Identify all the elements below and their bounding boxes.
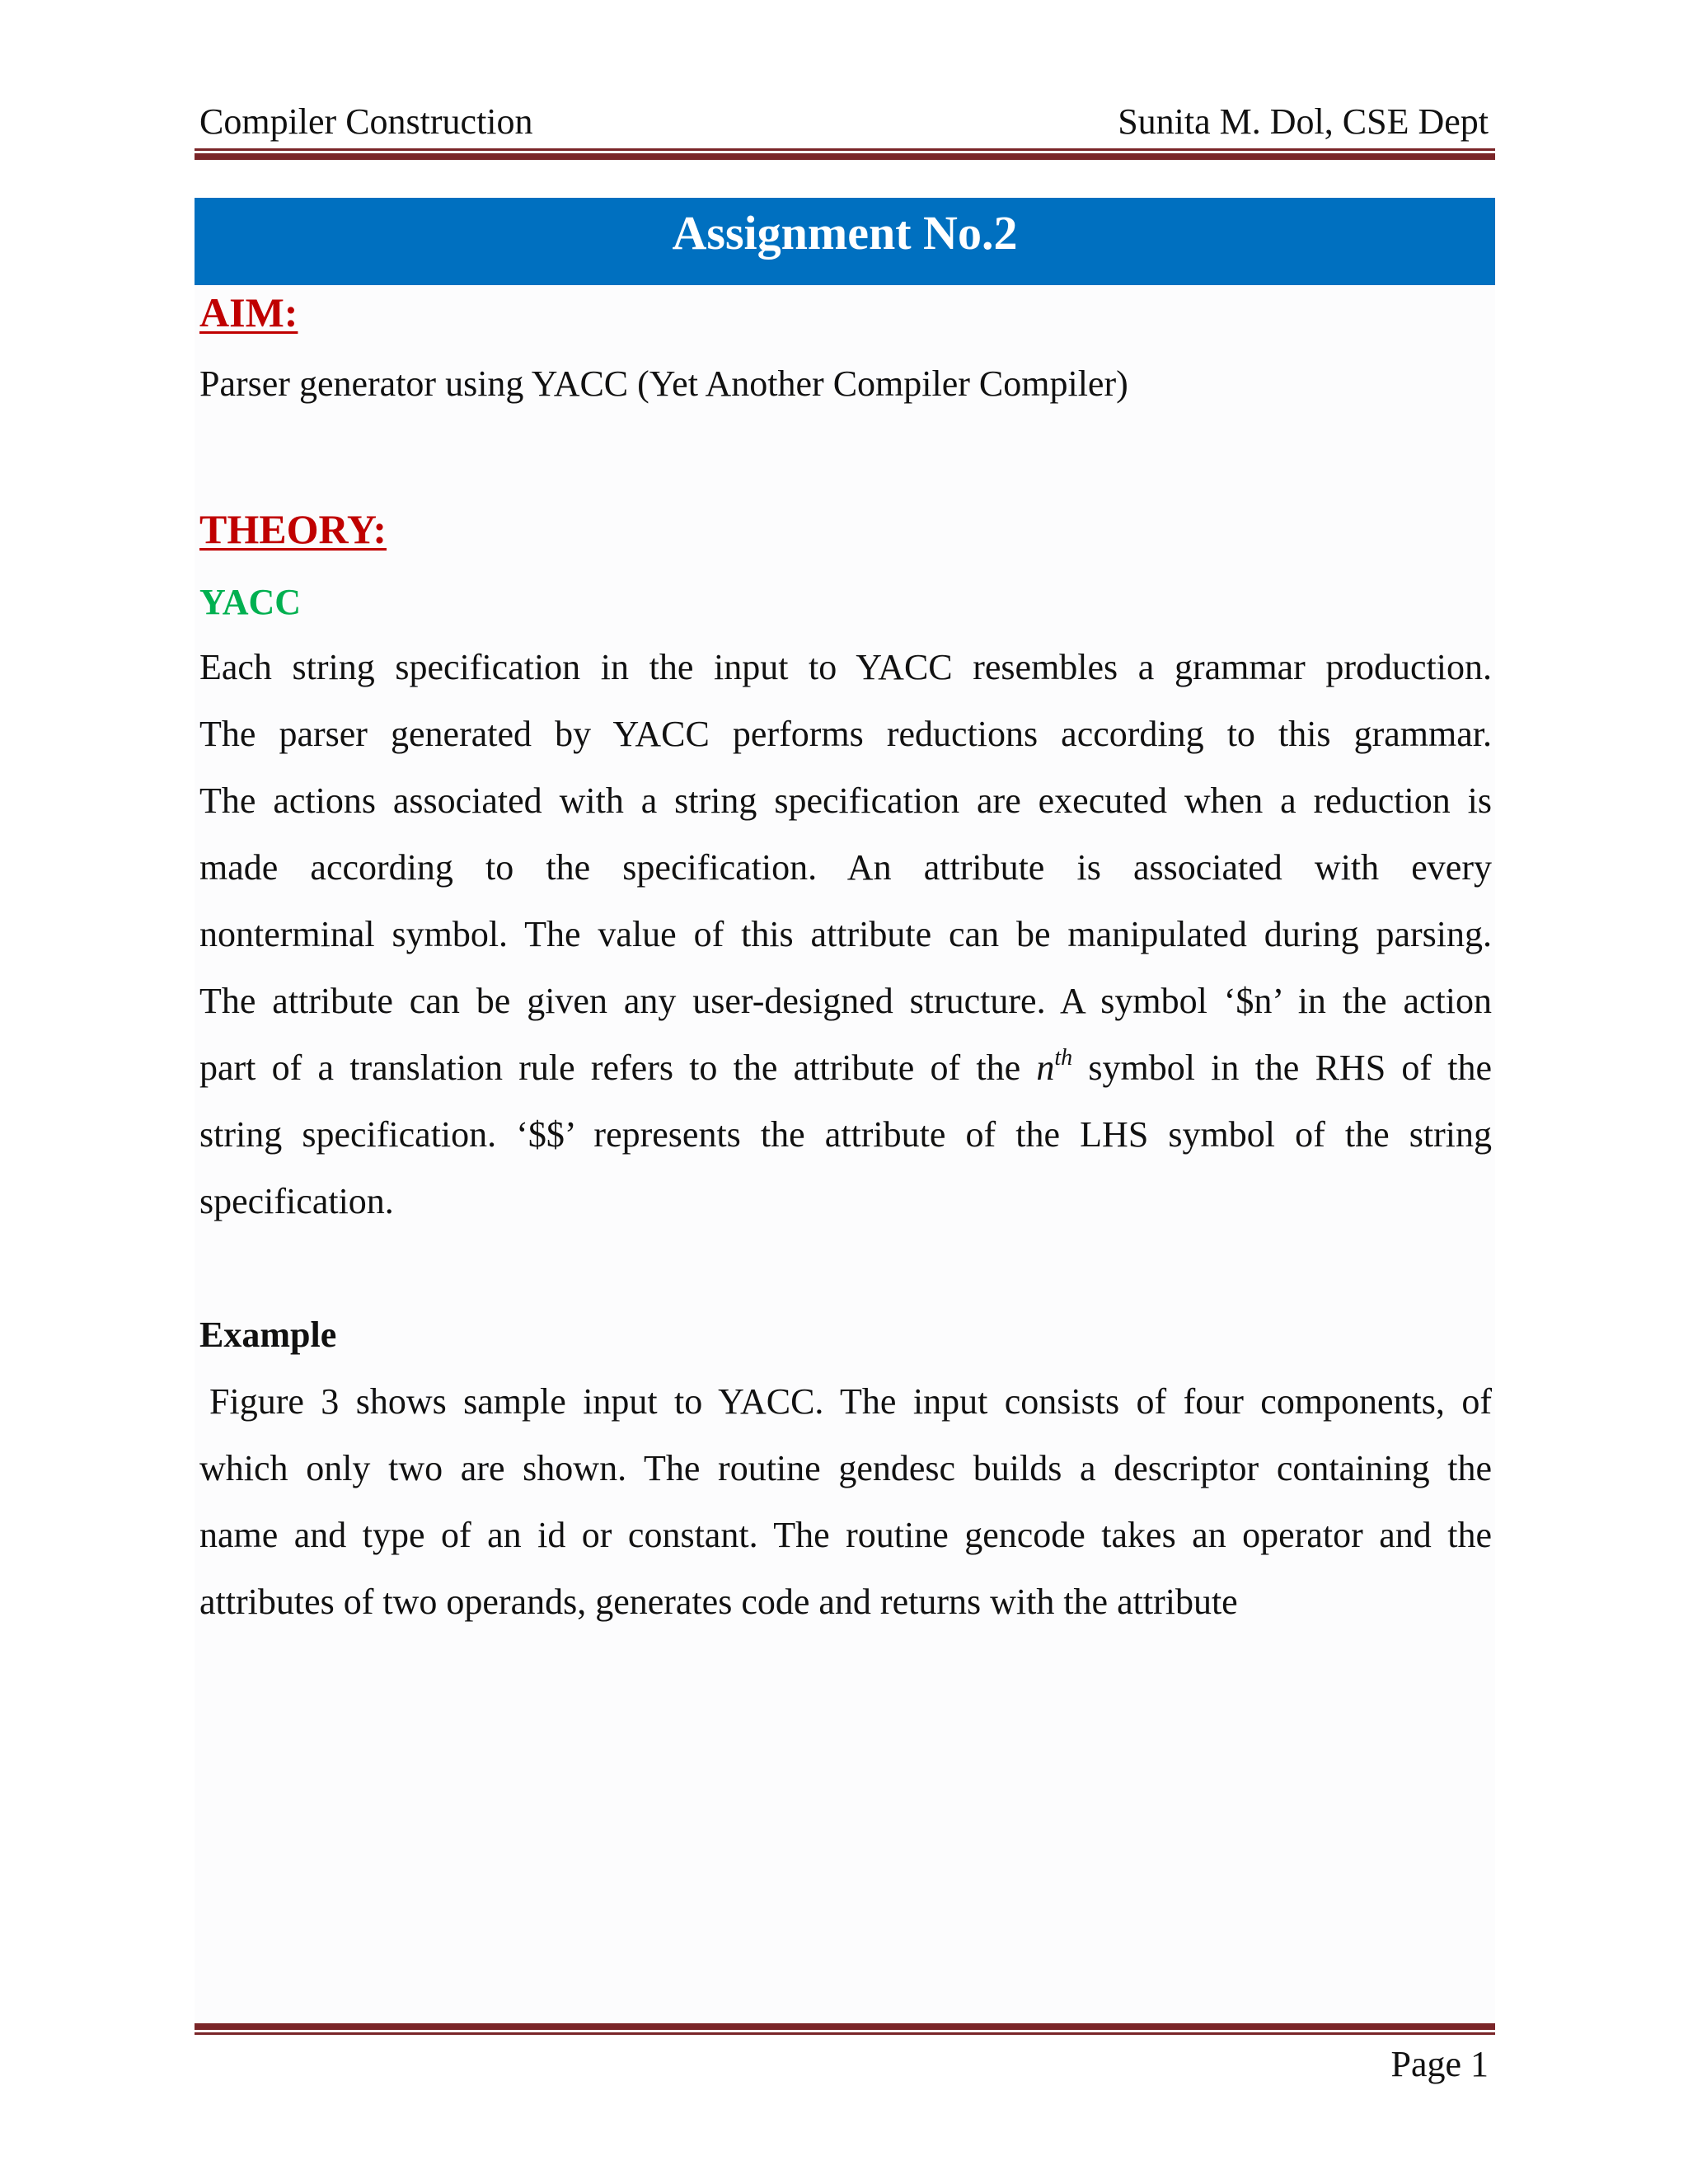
assignment-title-banner [195,198,1495,285]
paragraph-line: nonterminal symbol. The value of this attribute can be manipulated during parsing. [199,914,1492,954]
theory-paragraph [199,643,1492,1244]
paragraph-line [199,1043,1492,1110]
footer-rule [195,2023,1495,2035]
example-paragraph [199,1377,1492,1644]
paragraph-line: Each string specification in the input to YACC resembles a grammar production. [199,647,1492,687]
nth-italic: n [1036,1047,1055,1088]
page-number: Page 1 [1390,2044,1489,2084]
aim-text: Parser generator using YACC (Yet Another Compiler Compiler) [199,363,1128,404]
yacc-subheading: YACC [199,582,302,622]
example-heading: Example [199,1315,337,1355]
paragraph-line: Figure 3 shows sample input to YACC. The input consists of four components, of [209,1381,1492,1422]
header-course-title: Compiler Construction [199,101,533,142]
header-author: Sunita M. Dol, CSE Dept [1118,101,1489,142]
assignment-title: Assignment No.2 [672,206,1018,260]
paragraph-line: which only two are shown. The routine gendesc builds a descriptor containing the [199,1448,1492,1488]
line-text: part of a translation rule refers to the attribute of the [199,1047,1021,1088]
paragraph-line: string specification. ‘$$’ represents the attribute of the LHS symbol of the string [199,1114,1492,1155]
theory-heading: THEORY: [199,506,387,552]
line-text: symbol in the RHS of the [1088,1047,1492,1088]
nth-superscript: th [1054,1045,1073,1071]
paragraph-line: specification. [199,1181,394,1221]
paragraph-line: name and type of an id or constant. The routine gencode takes an operator and the [199,1515,1492,1555]
paragraph-line: The actions associated with a string specification are executed when a reduction is [199,780,1492,821]
paragraph-line: made according to the specification. An attribute is associated with every [199,847,1492,888]
paragraph-line: The parser generated by YACC performs reductions according to this grammar. [199,714,1492,754]
header-rule [195,148,1495,160]
paragraph-line: attributes of two operands, generates code and returns with the attribute [199,1582,1238,1622]
paragraph-line: The attribute can be given any user-designed structure. A symbol ‘$n’ in the action [199,981,1492,1021]
aim-heading: AIM: [199,289,298,335]
